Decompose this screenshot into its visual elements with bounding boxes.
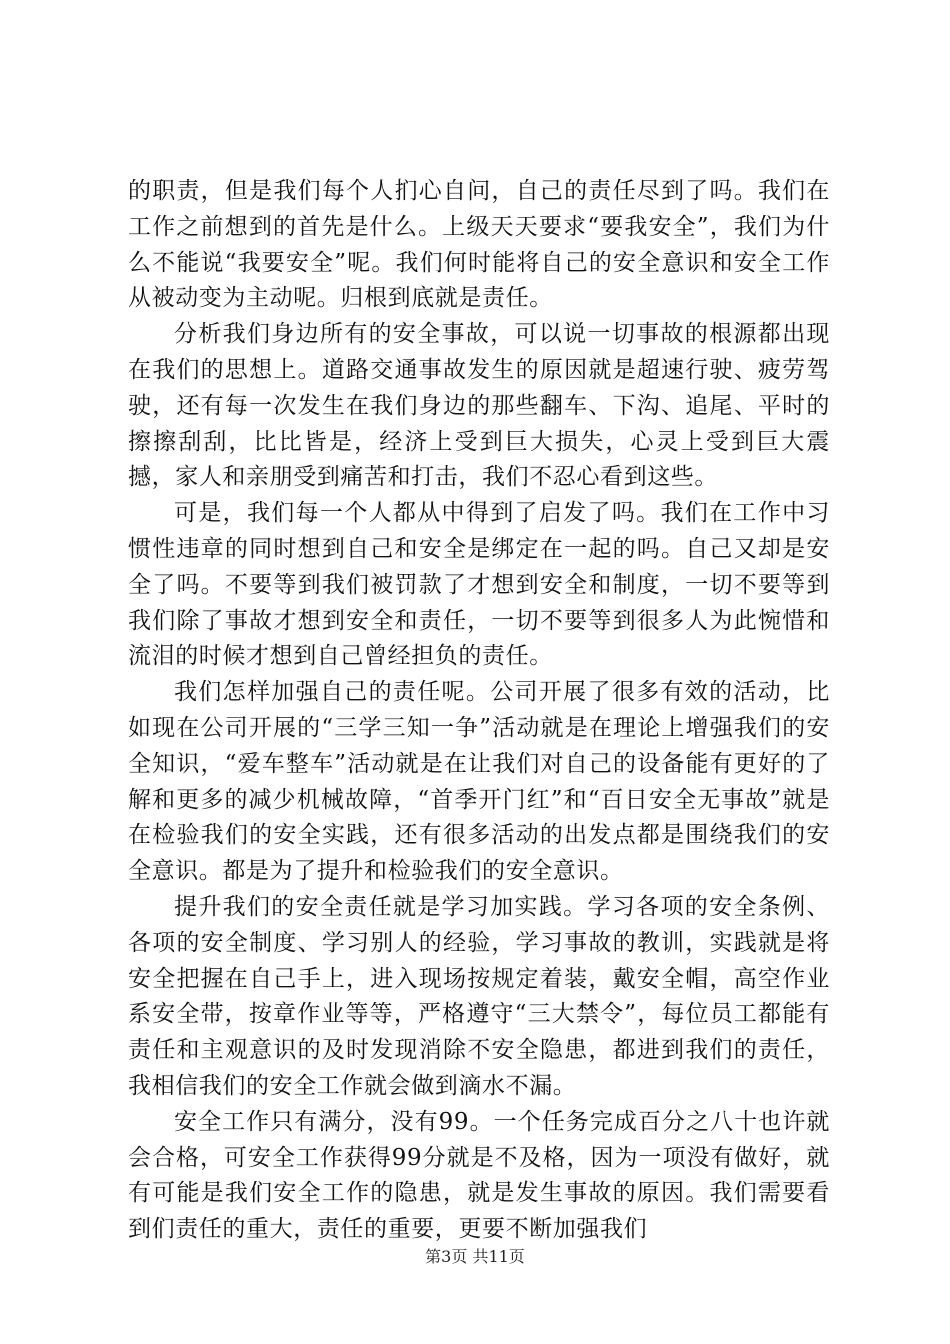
paragraph-3: 可是，我们每一个人都从中得到了启发了吗。我们在工作中习惯性违章的同时想到自己和安全是绑定在一起的吗。自己又却是安全了吗。不要等到我们被罚款了才想到安全和制度，一切不要等到我们除了事故才想到安全和责任，一切不要等到很多人为此惋惜和流泪的时候才想到自己曾经担负的责任。	[128, 500, 830, 670]
paragraph-1: 的职责，但是我们每个人扪心自问，自己的责任尽到了吗。我们在工作之前想到的首先是什么。上级天天要求“要我安全”，我们为什么不能说“我要安全”呢。我们何时能将自己的安全意识和安全工作从被动变为主动呢。归根到底就是责任。	[128, 178, 830, 312]
page-number-footer: 第3页 共11页	[425, 1247, 525, 1266]
paragraph-2: 分析我们身边所有的安全事故，可以说一切事故的根源都出现在我们的思想上。道路交通事故发生的原因就是超速行驶、疲劳驾驶，还有每一次发生在我们身边的那些翻车、下沟、追尾、平时的擦擦刮刮，比比皆是，经济上受到巨大损失，心灵上受到巨大震撼，家人和亲朋受到痛苦和打击，我们不忍心看到这些。	[128, 321, 830, 491]
paragraph-5: 提升我们的安全责任就是学习加实践。学习各项的安全条例、各项的安全制度、学习别人的经验，学习事故的教训，实践就是将安全把握在自己手上，进入现场按规定着装，戴安全帽，高空作业系安全带，按章作业等等，严格遵守“三大禁令”，每位员工都能有责任和主观意识的及时发现消除不安全隐患，都进到我们的责任，我相信我们的安全工作就会做到滴水不漏。	[128, 893, 830, 1099]
paragraph-6: 安全工作只有满分，没有99。一个任务完成百分之八十也许就会合格，可安全工作获得99分就是不及格，因为一项没有做好，就有可能是我们安全工作的隐患，就是发生事故的原因。我们需要看到们责任的重大，责任的重要，更要不断加强我们	[128, 1108, 830, 1243]
document-body	[128, 174, 830, 1248]
paragraph-4: 我们怎样加强自己的责任呢。公司开展了很多有效的活动，比如现在公司开展的“三学三知一争”活动就是在理论上增强我们的安全知识，“爱车整车”活动就是在让我们对自己的设备能有更好的了解和更多的减少机械故障，“首季开门红”和“百日安全无事故”就是在检验我们的安全实践，还有很多活动的出发点都是围绕我们的安全意识。都是为了提升和检验我们的安全意识。	[128, 679, 830, 885]
